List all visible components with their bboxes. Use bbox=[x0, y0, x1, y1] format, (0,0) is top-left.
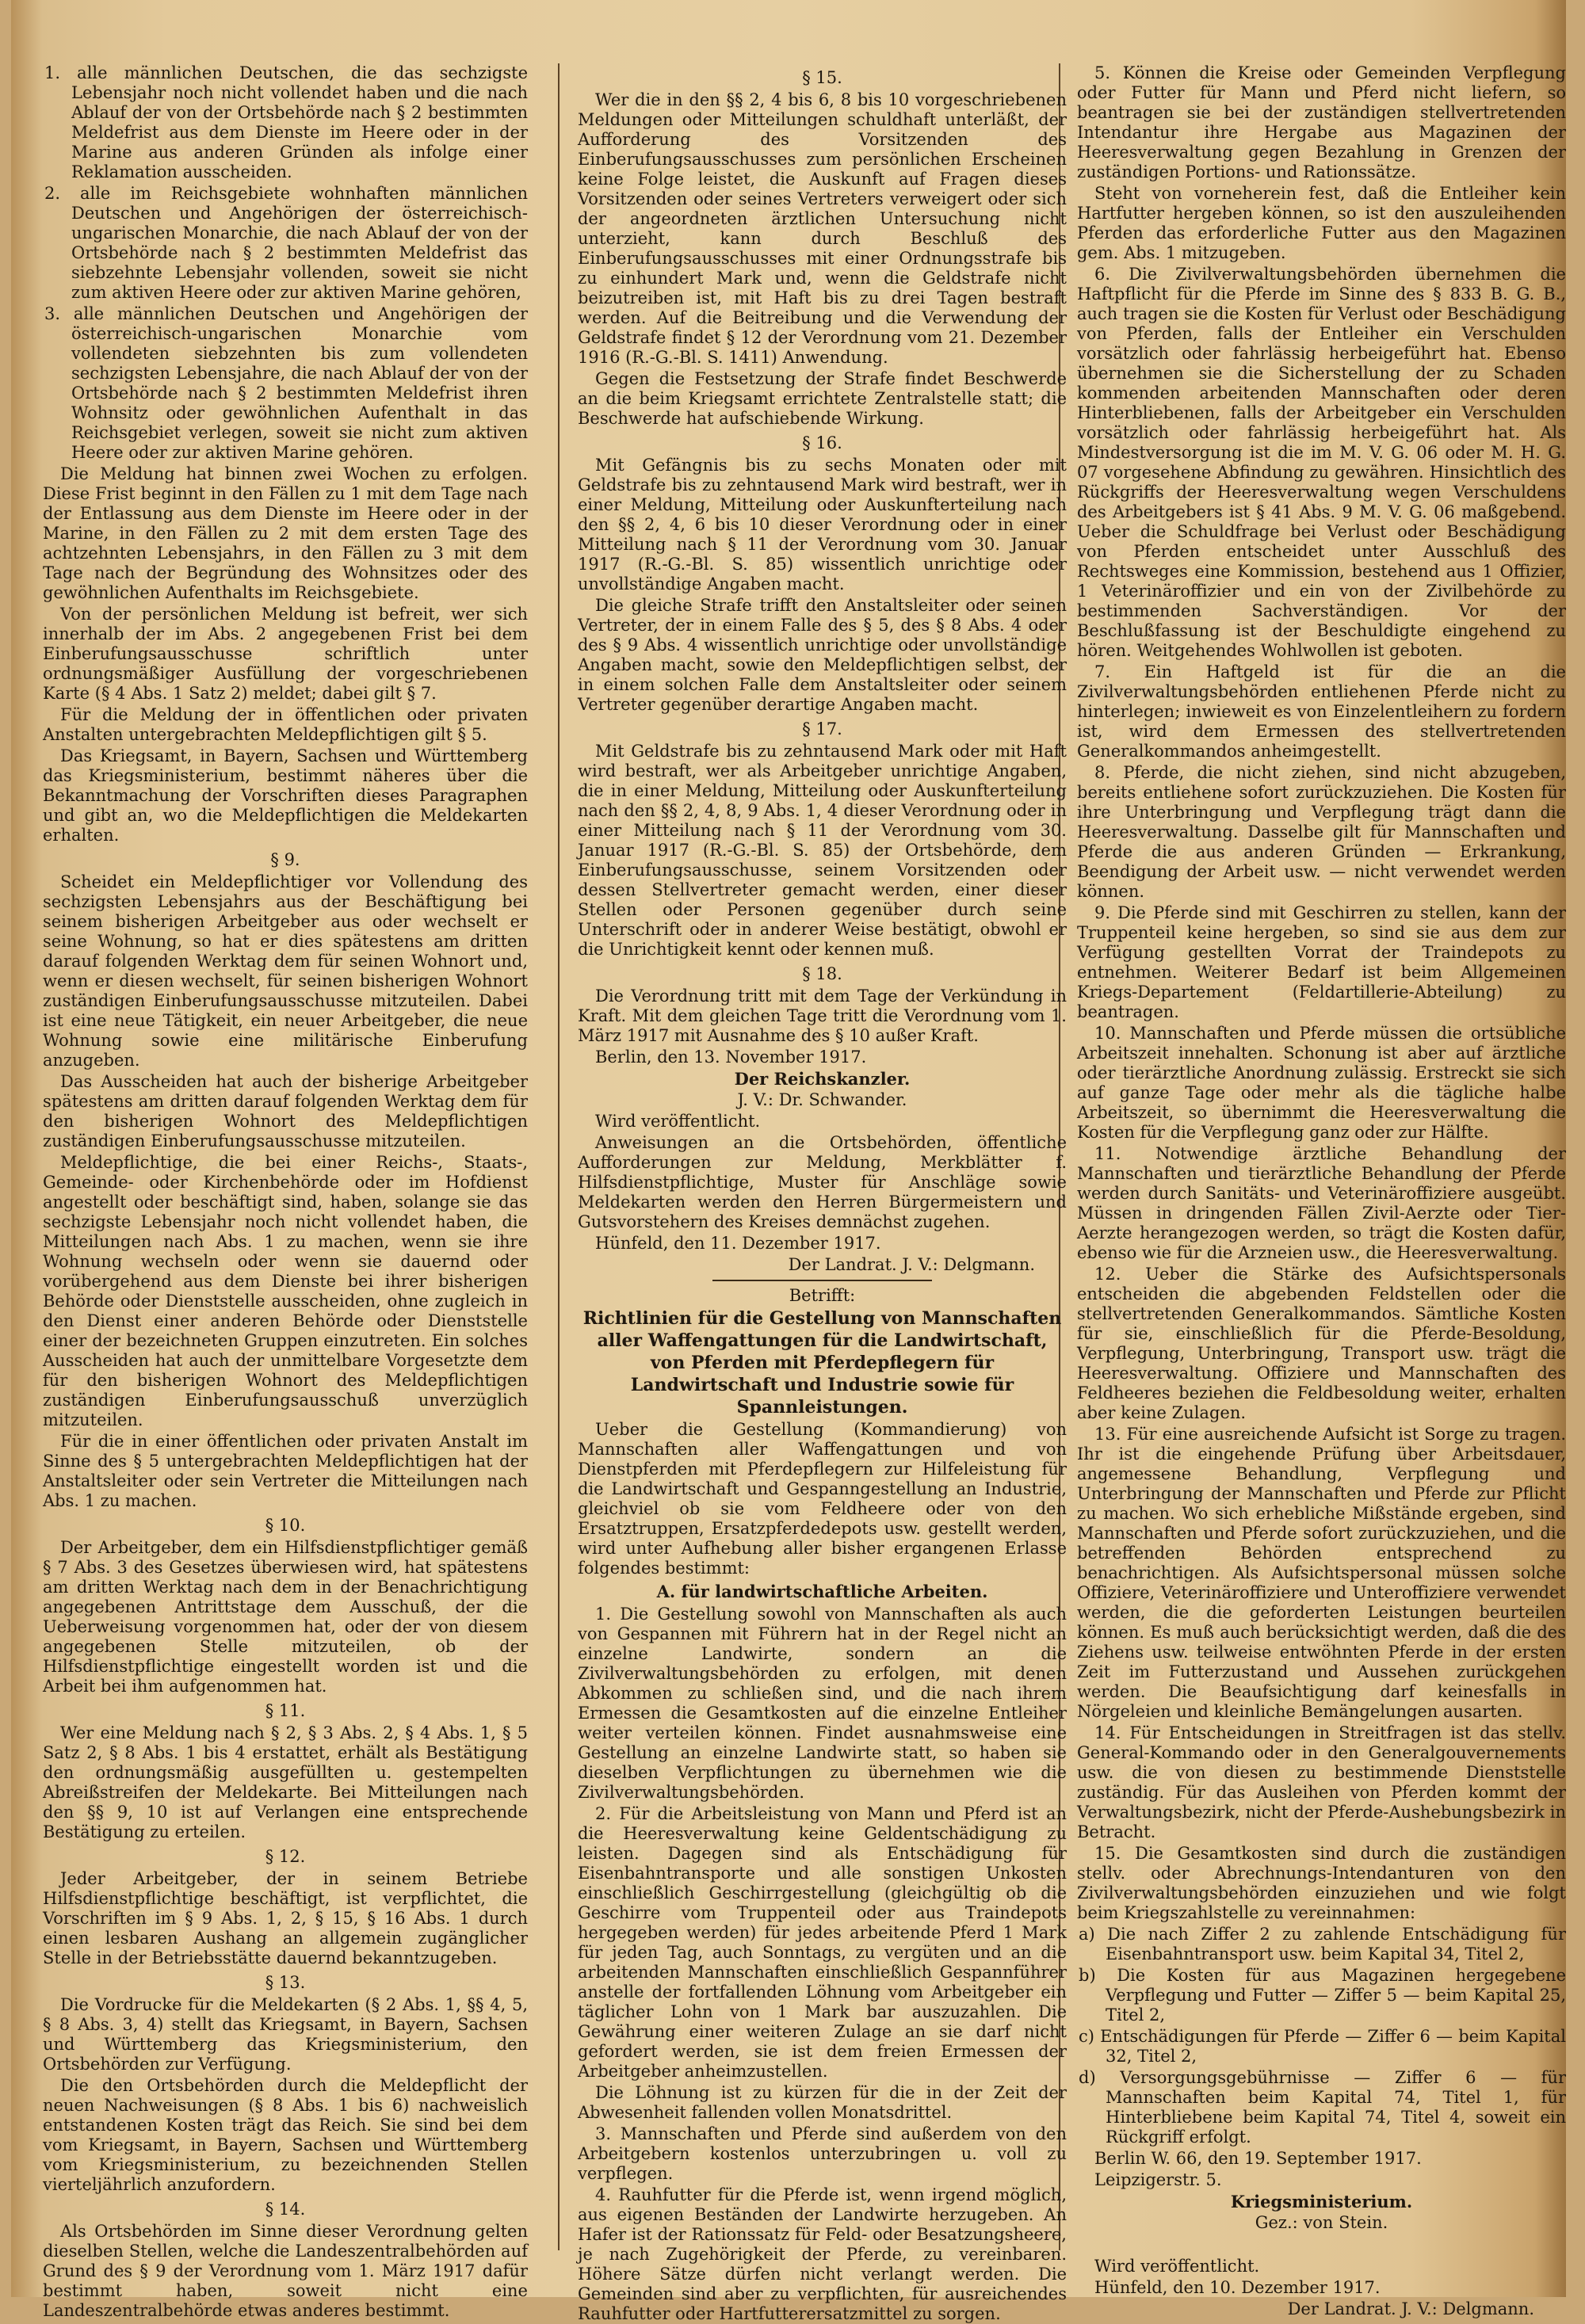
paragraph: 3. Mannschaften und Pferde sind außerdem von den Arbeitgebern kostenlos unterzubringen u. voll zu verpflegen. bbox=[578, 2124, 1067, 2183]
paragraph: 11. Notwendige ärztliche Behandlung der Mannschaften und tierärztliche Behandlung der Pferde werden durch Sanitäts- und Veterinäroffiziere ausgeübt. Müssen in dringenden Fällen Zivil-Aerzte oder Tier-Aerzte herangezogen werden, so trägt die Kosten dafür, ebenso wie für die Arzneien usw., die Heeresverwaltung. bbox=[1077, 1144, 1566, 1262]
paragraph: 1. Die Gestellung sowohl von Mannschaften als auch von Gespannen mit Führern hat in der Regel nicht an einzelne Landwirte, sondern an die Zivilverwaltungsbehörden zu erfolgen, mit denen Abkommen zu schließen sind, und die nach ihrem Ermessen die Gesamtkosten auf die einzelne Entleiher weiter verteilen können. Findet ausnahmsweise eine Gestellung an einzelne Landwirte statt, so haben sie dieselben Verpflichtungen zu übernehmen wie die Zivilverwaltungsbehörden. bbox=[578, 1605, 1067, 1802]
paragraph: 14. Für Entscheidungen in Streitfragen ist das stellv. General-Kommando oder in den Generalgouvernements usw. die von diesen zu bestimmende Dienststelle zuständig. Für das Ausleihen von Pferden kommt der Verwaltungsbezirk, nicht der Pferde-Aushebungsbezirk in Betracht. bbox=[1077, 1723, 1566, 1841]
paragraph: Wer die in den §§ 2, 4 bis 6, 8 bis 10 vorgeschriebenen Meldungen oder Mitteilungen schuldhaft unterläßt, der Aufforderung des Vorsitzenden des Einberufungsausschusses zum persönlichen Erscheinen keine Folge leistet, die Auskunft auf Fragen dieses Vorsitzenden oder seines Vertreters verweigert oder sich der angeordneten ärztlichen Untersuchung nicht unterzieht, kann durch Beschluß des Einberufungsausschusses mit einer Ordnungsstrafe bis zu einhundert Mark und, wenn die Geldstrafe nicht beizutreiben ist, mit Haft bis zu drei Tagen bestraft werden. Auf die Beitreibung und die Verwendung der Geldstrafe findet § 12 der Verordnung vom 21. Dezember 1916 (R.-G.-Bl. S. 1411) Anwendung. bbox=[578, 90, 1067, 367]
section-heading: § 12. bbox=[265, 1847, 306, 1866]
section-heading: § 18. bbox=[802, 964, 842, 983]
list-item: 1. alle männlichen Deutschen, die das sechzigste Lebensjahr noch nicht vollendet haben und die nach Ablauf der von der Ortsbehörde nach § 2 bestimmten Meldefrist aus dem Dienste im Heere oder in der Marine aus anderen Gründen als infolge einer Reklamation ausscheiden. bbox=[44, 63, 528, 181]
betrifft-label: Betrifft: bbox=[789, 1286, 856, 1305]
date-line: Hünfeld, den 11. Dezember 1917. bbox=[595, 1234, 881, 1253]
paragraph: Scheidet ein Meldepflichtiger vor Vollendung des sechzigsten Lebensjahrs aus der Beschäftigung bei seinem bisherigen Arbeitgeber aus oder wechselt er seine Wohnung, so hat er dies spätestens am dritten darauf folgenden Werktag dem für seinen Wohnort und, wenn er diesen wechselt, für seinen bisherigen Wohnort zuständigen Einberufungsausschusse mitzuteilen. Dabei ist eine neue Tätigkeit, ein neuer Arbeitgeber, die neue Wohnung sowie eine militärische Einberufung anzugeben. bbox=[43, 872, 528, 1070]
paragraph: Der Arbeitgeber, dem ein Hilfsdienstpflichtiger gemäß § 7 Abs. 3 des Gesetzes überwiesen wird, hat spätestens am dritten Werktag nach dem in der Benachrichtigung angegebenen Antrittstage dem Ausschuß, der die Ueberweisung vorgenommen hat, oder der von diesem angegebenen Stelle mitzuteilen, ob der Hilfsdienstpflichtige eingestellt worden ist und die Arbeit bei ihm aufgenommen hat. bbox=[43, 1538, 528, 1696]
paragraph: Von der persönlichen Meldung ist befreit, wer sich innerhalb der im Abs. 2 angegebenen Frist bei dem Einberufungsausschusse schriftlich unter ordnungsmäßiger Ausfüllung der vorgeschriebenen Karte (§ 4 Abs. 1 Satz 2) meldet; dabei gilt § 7. bbox=[43, 605, 528, 703]
paragraph: Wer eine Meldung nach § 2, § 3 Abs. 2, § 4 Abs. 1, § 5 Satz 2, § 8 Abs. 1 bis 4 erstattet, erhält als Bestätigung den ordnungsmäßig ausgefüllten u. gestempelten Abreißstreifen der Meldekarte. Bei Mitteilungen nach den §§ 9, 10 ist auf Verlangen eine entsprechende Bestätigung zu erteilen. bbox=[43, 1723, 528, 1841]
section-heading: § 17. bbox=[802, 719, 842, 738]
paragraph: 7. Ein Haftgeld ist für die an die Zivilverwaltungsbehörden entliehenen Pferde nicht zu hinterlegen; inwieweit es von Einzelentleihern zu fordern ist, wird dem Ermessen des stellvertretenden Generalkommandos anheimgestellt. bbox=[1077, 662, 1566, 761]
paragraph: Für die Meldung der in öffentlichen oder privaten Anstalten untergebrachten Meldepflichtigen gilt § 5. bbox=[43, 705, 528, 744]
paragraph: 10. Mannschaften und Pferde müssen die ortsübliche Arbeitszeit innehalten. Schonung ist aber auf ärztliche oder tierärztliche Anordnung zulässig. Erstreckt sie sich auf ganze Tage oder mehr als die tägliche halbe Arbeitszeit, so übernimmt die Heeresverwaltung die Kosten für die Verpflegung ganz oder zur Hälfte. bbox=[1077, 1024, 1566, 1142]
paragraph: Mit Geldstrafe bis zu zehntausend Mark oder mit Haft wird bestraft, wer als Arbeitgeber unrichtige Angaben, die in einer Meldung, Mitteilung oder Auskunfterteilung nach den §§ 2, 4, 8, 9 Abs. 1, 4 dieser Verordnung oder in einer Mitteilung nach § 11 der Verordnung vom 30. Januar 1917 (R.-G.-Bl. S. 85) der Ortsbehörde, dem Einberufungsausschusse, seinem Vorsitzenden oder dessen Stellvertreter gemacht werden, einer dieser Stellen oder Personen gegenüber durch seine Unterschrift oder in anderer Weise bestätigt, obwohl er die Unrichtigkeit kennt oder kennen muß. bbox=[578, 742, 1067, 959]
paragraph: Anweisungen an die Ortsbehörden, öffentliche Aufforderungen zur Meldung, Merkblätter f. Hilfsdienstpflichtige, Muster für Anschläge sowie Meldekarten werden den Herren Bürgermeistern und Gutsvorstehern des Kreises demnächst zugehen. bbox=[578, 1133, 1067, 1231]
signature-name: Gez.: von Stein. bbox=[1255, 2213, 1388, 2232]
date-line: Hünfeld, den 10. Dezember 1917. bbox=[1094, 2278, 1381, 2297]
list-item: c) Entschädigungen für Pferde — Ziffer 6 — beim Kapital 32, Titel 2, bbox=[1079, 2027, 1566, 2066]
list-item: 3. alle männlichen Deutschen und Angehörigen der österreichisch-ungarischen Monarchie vom vollendeten siebzehnten bis zum vollendeten sechzigsten Lebensjahre, die nach Ablauf der von der Ortsbehörde nach § 2 bestimmten Meldefrist ihren Wohnsitz oder gewöhnlichen Aufenthalt in das Reichsgebiet verlegen, soweit sie nicht zum aktiven Heere oder zur aktiven Marine gehören. bbox=[44, 304, 528, 462]
date-line: Berlin, den 13. November 1917. bbox=[595, 1048, 867, 1067]
paragraph: Meldepflichtige, die bei einer Reichs-, Staats-, Gemeinde- oder Kirchenbehörde oder im Hofdienst angestellt oder beschäftigt sind, haben, solange sie das sechzigste Lebensjahr noch nicht vollendet haben, die Mitteilungen nach Abs. 1 zu machen, wenn sie ihre Wohnung wechseln oder wenn sie dauernd oder vorübergehend aus dem Dienste bei ihrer bisherigen Behörde oder Dienststelle ausscheiden, ohne zugleich in den Dienst einer anderen Behörde oder Dienststelle einer der bezeichneten Gruppen einzutreten. Ein solches Ausscheiden hat auch der unmittelbare Vorgesetzte dem für den bisherigen Wohnort des Meldepflichtigen zuständigen Einberufungsausschuß unverzüglich mitzuteilen. bbox=[43, 1153, 528, 1429]
paragraph: Die gleiche Strafe trifft den Anstaltsleiter oder seinen Vertreter, der in einem Falle des § 5, des § 8 Abs. 4 oder des § 9 Abs. 4 wissentlich unrichtige oder unvollständige Angaben macht, sowie den Meldepflichtigen selbst, der in einem solchen Falle dem Anstaltsleiter oder seinem Vertreter gegenüber derartige Angaben macht. bbox=[578, 596, 1067, 714]
paragraph: 4. Rauhfutter für die Pferde ist, wenn irgend möglich, aus eigenen Beständen der Landwirte herzugeben. An Hafer ist der Rationssatz für Feld- oder Besatzungsheere, je nach Zugehörigkeit der Pferde, zu vereinbaren. Höhere Sätze dürfen nicht verlangt werden. Die Gemeinden sind aber zu verpflichten, für ausreichendes Rauhfutter oder Hartfutterersatzmittel zu sorgen. bbox=[578, 2185, 1067, 2323]
paragraph: Steht von vorneherein fest, daß die Entleiher kein Hartfutter hergeben können, so ist den auszuleihenden Pferden das erforderliche Futter aus den Magazinen gem. Abs. 1 mitzugeben. bbox=[1077, 184, 1566, 262]
paragraph: Die Vordrucke für die Meldekarten (§ 2 Abs. 1, §§ 4, 5, § 8 Abs. 3, 4) stellt das Kriegsamt, in Bayern, Sachsen und Württemberg das Kriegsministerium, den Ortsbehörden zur Verfügung. bbox=[43, 1995, 528, 2074]
column-3 bbox=[1077, 63, 1566, 2318]
article-heading: Richtlinien für die Gestellung von Mannschaften aller Waffengattungen für die Landwirtschaft, von Pferden mit Pferdepflegern für Landwirtschaft und Industrie sowie für Spannleistungen. bbox=[582, 1308, 1062, 1418]
list-item: b) Die Kosten für aus Magazinen hergegebene Verpflegung und Futter — Ziffer 5 — beim Kapital 25, Titel 2, bbox=[1079, 1966, 1566, 2024]
list-item: a) Die nach Ziffer 2 zu zahlende Entschädigung für Eisenbahntransport usw. beim Kapital 34, Titel 2, bbox=[1079, 1925, 1566, 1963]
column-1 bbox=[43, 63, 528, 2320]
paragraph: Die Verordnung tritt mit dem Tage der Verkündung in Kraft. Mit dem gleichen Tage tritt die Verordnung vom 1. März 1917 mit Ausnahme des § 10 außer Kraft. bbox=[578, 986, 1067, 1045]
paragraph: 13. Für eine ausreichende Aufsicht ist Sorge zu tragen. Ihr ist die eingehende Prüfung über Arbeitsdauer, angemessene Behandlung, Verpflegung und Unterbringung der Mannschaften und Pferde zur Pflicht zu machen. Wo sich erhebliche Mißstände ergeben, sind Mannschaften und Pferde sofort zurückzuziehen, und die betreffenden Behörden entsprechend zu benachrichtigen. Als Aufsichtspersonal müssen solche Offiziere, Veterinäroffiziere und Unteroffiziere verwendet werden, die die geforderten Leistungen beurteilen können. Es muß auch berücksichtigt werden, daß die des Ziehens usw. teilweise entwöhnten Pferde in der ersten Zeit im Futterzustand und Aussehen zurückgehen werden. Die Beaufsichtigung darf keinesfalls in Nörgeleien und kleinliche Bemängelungen ausarten. bbox=[1077, 1425, 1566, 1721]
paragraph: 2. Für die Arbeitsleistung von Mann und Pferd ist an die Heeresverwaltung keine Geldentschädigung zu leisten. Dagegen sind als Entschädigung für Eisenbahntransporte und alle sonstigen Unkosten einschließlich Geschirrgestellung (gleichgültig ob die Geschirre vom Truppenteil oder aus Traindepots hergegeben werden) für jedes arbeitende Pferd 1 Mark für jeden Tag, auch Sonntags, zu vergüten und an die arbeitenden Mannschaften einschließlich Gespannführer anstelle der fortfallenden Löhnung vom Arbeitgeber ein täglicher Lohn von 1 Mark bar auszuzahlen. Die Gewährung einer weiteren Zulage an sie darf nicht gefordert werden, sie ist dem freien Ermessen der Arbeitgeber anheimzustellen. bbox=[578, 1804, 1067, 2081]
paragraph: Das Kriegsamt, in Bayern, Sachsen und Württemberg das Kriegsministerium, bestimmt näheres über die Bekanntmachung der Vorschriften dieses Paragraphen und gibt an, wo die Meldepflichtigen die Meldekarten erhalten. bbox=[43, 746, 528, 845]
signature: Der Landrat. J. V.: Delgmann. bbox=[788, 1255, 1035, 1274]
subsection-heading: A. für landwirtschaftliche Arbeiten. bbox=[656, 1582, 988, 1601]
signature-title: Kriegsministerium. bbox=[1230, 2192, 1413, 2211]
paragraph: 5. Können die Kreise oder Gemeinden Verpflegung oder Futter für Mann und Pferd nicht liefern, so beantragen sie bei der zuständigen stellvertretenden Intendantur ihre Hergabe aus Magazinen der Heeresverwaltung gegen Bezahlung in Grenzen der zuständigen Portions- und Rationssätze. bbox=[1077, 63, 1566, 181]
paragraph: Jeder Arbeitgeber, der in seinem Betriebe Hilfsdienstpflichtige beschäftigt, ist verpflichtet, die Vorschriften im § 9 Abs. 1, 2, § 15, § 16 Abs. 1 durch einen lesbaren Aushang an allgemein zugänglicher Stelle in der Betriebsstätte dauernd bekanntzugeben. bbox=[43, 1869, 528, 1967]
newspaper-page bbox=[11, 0, 1566, 2323]
list-item: 2. alle im Reichsgebiete wohnhaften männlichen Deutschen und Angehörigen der österreichisch-ungarischen Monarchie, die nach Ablauf der von der Ortsbehörde nach § 2 bestimmten Meldefrist das siebzehnte Lebensjahr vollenden, soweit sie nicht zum aktiven Heere oder zur aktiven Marine gehören, bbox=[44, 184, 528, 302]
paragraph: Wird veröffentlicht. bbox=[1094, 2257, 1260, 2276]
paragraph: Wird veröffentlicht. bbox=[595, 1112, 761, 1131]
paragraph: 9. Die Pferde sind mit Geschirren zu stellen, kann der Truppenteil keine hergeben, so sind sie aus dem zur Verfügung gestellten Vorrat der Traindepots zu entnehmen. Weiterer Bedarf ist beim Allgemeinen Kriegs-Departement (Feldartillerie-Abteilung) zu beantragen. bbox=[1077, 903, 1566, 1021]
paragraph: 15. Die Gesamtkosten sind durch die zuständigen stellv. oder Abrechnungs-Intendanturen von den Zivilverwaltungsbehörden einzuziehen und wie folgt beim Kriegszahlstelle zu vereinnahmen: bbox=[1077, 1844, 1566, 1922]
section-heading: § 11. bbox=[265, 1701, 306, 1720]
signature-title: Der Reichskanzler. bbox=[734, 1069, 911, 1089]
paragraph: Für die in einer öffentlichen oder privaten Anstalt im Sinne des § 5 untergebrachten Meldepflichtigen hat der Anstaltsleiter oder sein Vertreter die Mitteilungen nach Abs. 1 zu machen. bbox=[43, 1432, 528, 1510]
column-rule bbox=[558, 63, 560, 2250]
paragraph: 12. Ueber die Stärke des Aufsichtspersonals entscheiden die abgebenden Feldstellen oder die stellvertretenden Generalkommandos. Sämtliche Kosten für sie, einschließlich für die Pferde-Besoldung, Verpflegung, Unterbringung, Transport usw. trägt die Heeresverwaltung. Offiziere und Mannschaften des Feldheeres beziehen die Feldbesoldung weiter, erhalten aber keine Zulagen. bbox=[1077, 1265, 1566, 1422]
paragraph: Die Meldung hat binnen zwei Wochen zu erfolgen. Diese Frist beginnt in den Fällen zu 1 mit dem Tage nach der Entlassung aus dem Dienste im Heere oder in der Marine, in den Fällen zu 2 mit dem ersten Tage des achtzehnten Lebensjahrs, in den Fällen zu 3 mit dem Tage nach der Begründung des Wohnsitzes oder des gewöhnlichen Aufenthalts im Reichsgebiete. bbox=[43, 464, 528, 602]
signature: Der Landrat. J. V.: Delgmann. bbox=[1287, 2299, 1534, 2318]
paragraph: Die Löhnung ist zu kürzen für die in der Zeit der Abwesenheit fallenden vollen Monatsdrittel. bbox=[578, 2083, 1067, 2122]
list-item: d) Versorgungsgebührnisse — Ziffer 6 — für Mannschaften beim Kapital 74, Titel 1, für Hinterbliebene beim Kapital 74, Titel 4, soweit ein Rückgriff erfolgt. bbox=[1079, 2068, 1566, 2147]
section-heading: § 16. bbox=[802, 433, 842, 452]
paragraph: 6. Die Zivilverwaltungsbehörden übernehmen die Haftpflicht für die Pferde im Sinne des § 833 B. G. B., auch tragen sie die Kosten für Verlust oder Beschädigung von Pferden, falls der Entleiher ein Verschulden vorsätzlich oder fahrlässig herbeigeführt hat. Ebenso übernehmen sie die Sicherstellung der zu Schaden kommenden arbeitenden Mannschaften oder deren Hinterbliebenen, falls der Arbeitgeber ein Verschulden vorsätzlich oder fahrlässig herbeigeführt hat. Als Mindestversorgung ist die im M. V. G. 06 oder M. H. G. 07 vorgesehene Abfindung zu gewähren. Hinsichtlich des Rückgriffs der Heeresverwaltung wegen Verschuldens des Arbeitgebers ist § 41 Abs. 9 M. V. G. 06 maßgebend. Ueber die Schuldfrage bei Verlust oder Beschädigung von Pferden entscheidet unter Ausschluß des Rechtsweges eine Kommission, bestehend aus 1 Offizier, 1 Veterinäroffizier und ein von der Zivilbehörde zu bestimmenden Sachverständigen. Vor der Beschlußfassung ist der Beschuldigte eingehend zu hören. Weitgehendes Wohlwollen ist geboten. bbox=[1077, 265, 1566, 660]
section-heading: § 13. bbox=[265, 1973, 306, 1992]
paragraph: Als Ortsbehörden im Sinne dieser Verordnung gelten dieselben Stellen, welche die Landeszentralbehörden auf Grund des § 9 der Verordnung vom 1. März 1917 dafür bestimmt haben, soweit nicht eine Landeszentralbehörde etwas anderes bestimmt. bbox=[43, 2222, 528, 2320]
paragraph: Das Ausscheiden hat auch der bisherige Arbeitgeber spätestens am dritten darauf folgenden Werktag dem für den bisherigen Wohnort des Meldepflichtigen zuständigen Einberufungsausschusse mitzuteilen. bbox=[43, 1072, 528, 1151]
section-heading: § 9. bbox=[270, 850, 300, 869]
section-heading: § 15. bbox=[802, 68, 842, 87]
paragraph: Die den Ortsbehörden durch die Meldepflicht der neuen Nachweisungen (§ 8 Abs. 1 bis 6) nachweislich entstandenen Kosten trägt das Reich. Sie sind bei dem vom Kriegsamt, in Bayern, Sachsen und Württemberg vom Kriegsministerium, zu bezeichnenden Stellen vierteljährlich anzufordern. bbox=[43, 2076, 528, 2194]
address-line: Leipzigerstr. 5. bbox=[1094, 2170, 1222, 2189]
paragraph: 8. Pferde, die nicht ziehen, sind nicht abzugeben, bereits entliehene sofort zurückzuziehen. Die Kosten für ihre Unterbringung und Verpflegung trägt dann die Heeresverwaltung. Dasselbe gilt für Mannschaften und Pferde die aus anderen Gründen — Erkrankung, Beendigung der Arbeit usw. — nicht verwendet werden können. bbox=[1077, 763, 1566, 901]
section-heading: § 14. bbox=[265, 2200, 306, 2219]
paragraph: Mit Gefängnis bis zu sechs Monaten oder mit Geldstrafe bis zu zehntausend Mark wird bestraft, wer in einer Meldung, Mitteilung oder Auskunfterteilung nach den §§ 2, 4, 6 bis 10 dieser Verordnung oder in einer Mitteilung nach § 11 der Verordnung vom 30. Januar 1917 (R.-G.-Bl. S. 85) wissentlich unrichtige oder unvollständige Angaben macht. bbox=[578, 456, 1067, 593]
column-2 bbox=[578, 63, 1067, 2323]
spacer bbox=[1077, 2234, 1566, 2257]
section-heading: § 10. bbox=[265, 1516, 306, 1535]
date-line: Berlin W. 66, den 19. September 1917. bbox=[1094, 2149, 1422, 2168]
divider bbox=[712, 1280, 933, 1281]
paragraph: Ueber die Gestellung (Kommandierung) von Mannschaften aller Waffengattungen und von Dienstpferden mit Pferdepflegern zur Hilfeleistung für die Landwirtschaft und Gespanngestellung an Industrie, gleichviel ob sie vom Feldheere oder von den Ersatztruppen, Ersatzpferdedepots usw. gestellt werden, wird unter Aufhebung aller bisher ergangenen Erlasse folgendes bestimmt: bbox=[578, 1420, 1067, 1578]
signature-name: J. V.: Dr. Schwander. bbox=[737, 1090, 907, 1109]
paragraph: Gegen die Festsetzung der Strafe findet Beschwerde an die beim Kriegsamt errichtete Zentralstelle statt; die Beschwerde hat aufschiebende Wirkung. bbox=[578, 369, 1067, 428]
